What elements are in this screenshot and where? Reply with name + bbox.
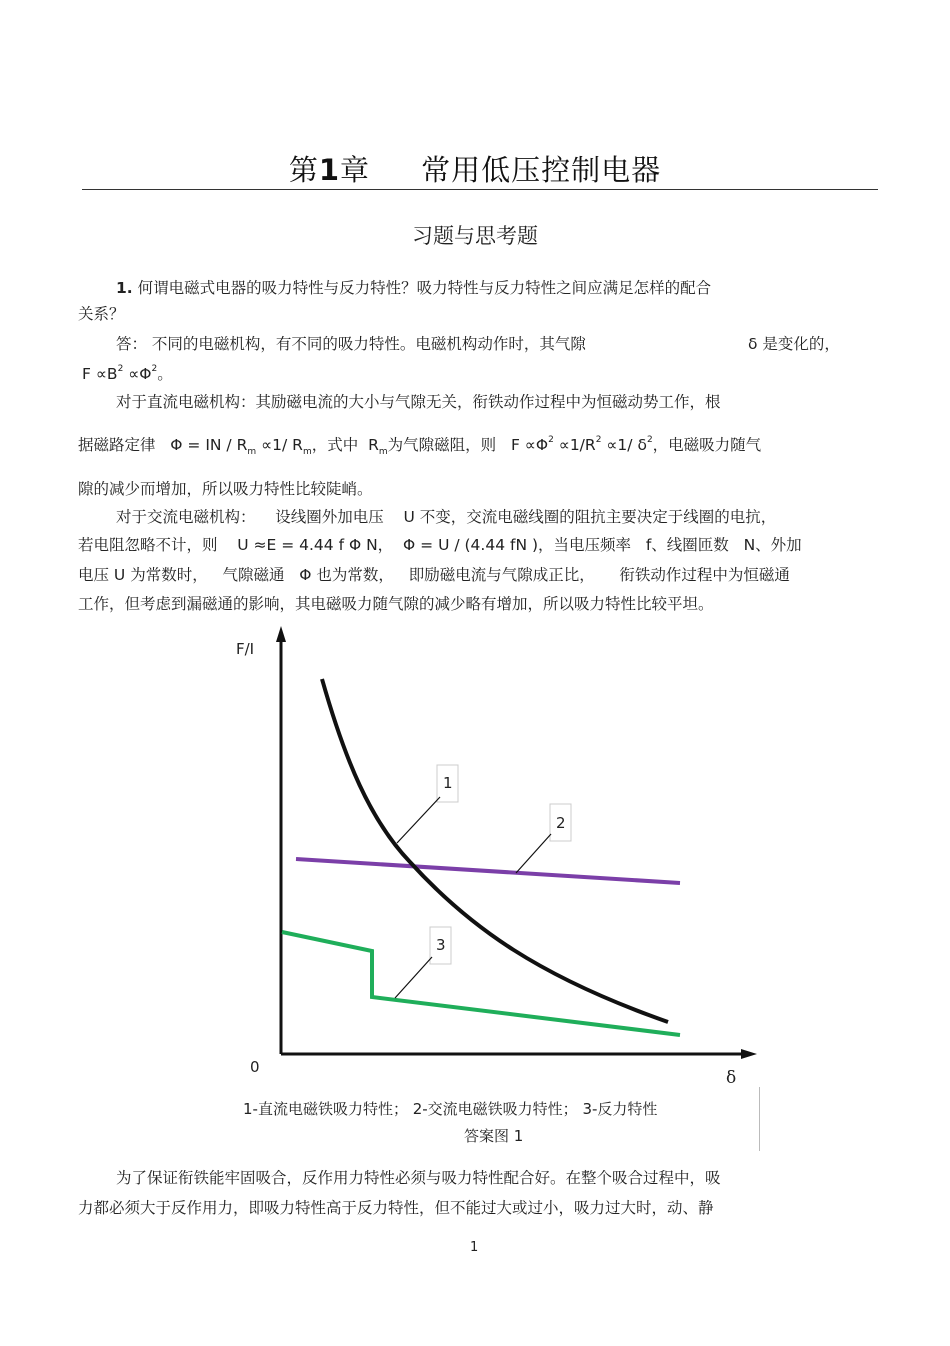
leader-line-1 [397, 797, 440, 843]
ac-line1: 对于交流电磁机构： 设线圈外加电压 U 不变，交流电磁线圈的阻抗主要决定于线圈的电抗， [116, 508, 777, 526]
section-title: 习题与思考题 [412, 224, 538, 248]
curve-label-1: 1 [443, 774, 453, 792]
figure-caption: 答案图 1 [464, 1127, 524, 1145]
conclusion-line1: 为了保证衔铁能牢固吸合，反作用力特性必须与吸力特性配合好。在整个吸合过程中，吸 [116, 1169, 721, 1187]
leader-line-3 [395, 957, 432, 998]
figure-legend: 1-直流电磁铁吸力特性； 2-交流电磁铁吸力特性； 3-反力特性 [243, 1100, 658, 1118]
answer-line1-delta: δ 是变化的， [748, 335, 840, 353]
ac-line4: 工作，但考虑到漏磁通的影响，其电磁吸力随气隙的减少略有增加，所以吸力特性比较平坦。 [78, 595, 714, 613]
leader-line-2 [516, 834, 551, 873]
dc-line2: 据磁路定律 Φ = IN / $R_m \propto 1/$ $R_m$，式中 $R_m$为气隙磁阻，则 $F \propto\Phi^2 \propto 1/R^2 \propto 1/$ $\delta^2$，电磁吸力随气 [78, 435, 762, 457]
dc-line3: 隙的减少而增加，所以吸力特性比较陡峭。 [78, 480, 373, 498]
x-axis-arrow [741, 1049, 757, 1059]
y-axis-arrow [276, 626, 286, 642]
curve-3-reaction [282, 932, 680, 1035]
figure-margin-line [759, 1087, 760, 1151]
dc-line1: 对于直流电磁机构：其励磁电流的大小与气隙无关，衔铁动作过程中为恒磁动势工作，根 [116, 393, 721, 411]
origin-label: 0 [250, 1058, 260, 1076]
question-1-line1: 1. 何谓电磁式电器的吸力特性与反力特性？吸力特性与反力特性之间应满足怎样的配合 [116, 279, 712, 297]
curve-2-ac-attraction [296, 859, 680, 883]
ac-line2: 若电阻忽略不计，则 U ≈E = 4.44 f Φ N， Φ = U / (4.44 fN )，当电压频率 f、线圈匝数 N、外加 [78, 536, 802, 554]
ac-line3: 电压 U 为常数时， 气隙磁通 Φ 也为常数， 即励磁电流与气隙成正比， 衔铁动作过程中为恒磁通 [78, 566, 790, 584]
y-axis-label: F/I [236, 640, 255, 658]
curve-label-3: 3 [436, 936, 446, 954]
answer-formula: $F \propto B^2 \propto\Phi^2$。 [82, 364, 173, 383]
curve-label-2: 2 [556, 814, 566, 832]
chapter-title: 第1章 常用低压控制电器 [288, 153, 662, 187]
page-number: 1 [470, 1240, 479, 1255]
question-1-line2: 关系？ [78, 305, 125, 323]
conclusion-line2: 力都必须大于反作用力，即吸力特性高于反力特性，但不能过大或过小，吸力过大时，动、静 [78, 1199, 714, 1217]
answer-line1: 答： 不同的电磁机构，有不同的吸力特性。电磁机构动作时，其气隙 [116, 335, 586, 353]
x-axis-label: δ [726, 1068, 737, 1088]
